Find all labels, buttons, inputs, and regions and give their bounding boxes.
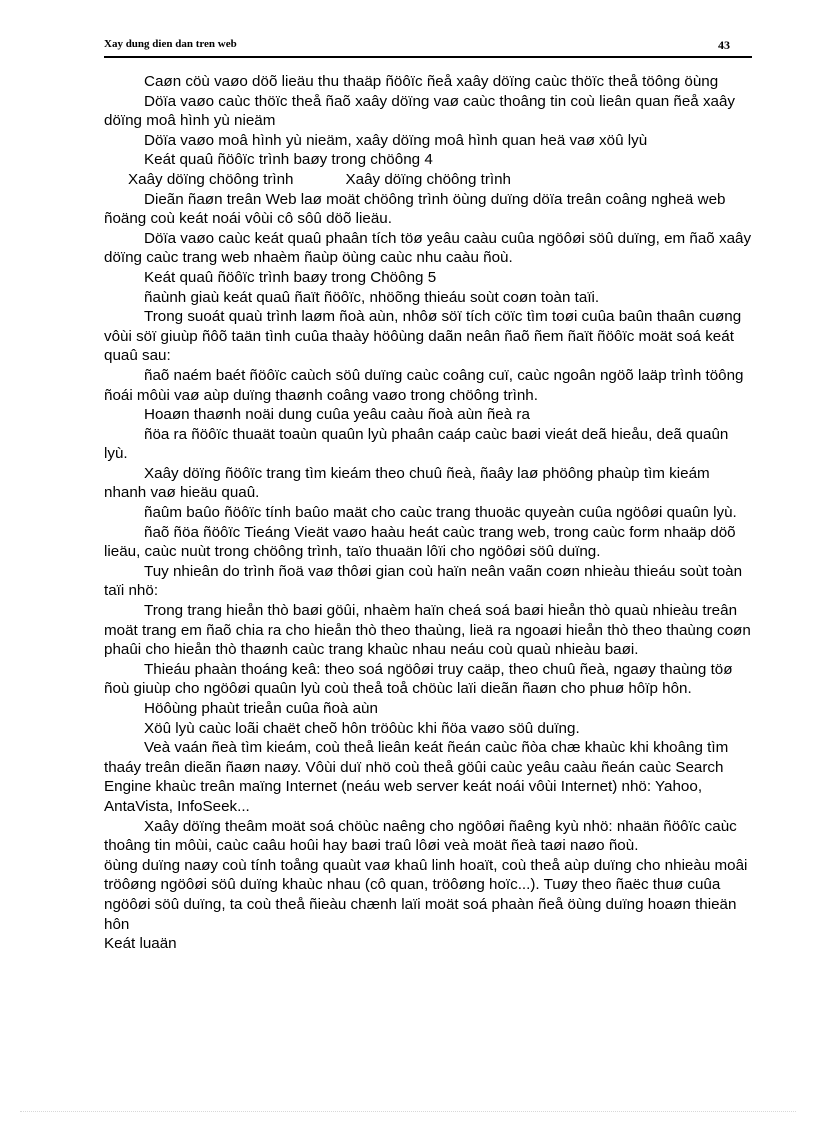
paragraph: Keát quaû ñöôïc trình baøy trong Chöông 5 xyxy=(144,268,437,286)
section-heading: Xaây döïng chöông trình xyxy=(128,170,294,188)
paragraph: Döïa vaøo caùc keát quaû phaân tích töø yeâu caàu cuûa ngöôøi söû duïng, em ñaõ xaây döïng caùc trang web nhaèm ñaùp öùng caùc nhu caàu ñoù. xyxy=(104,229,752,267)
paragraph: ñöa ra ñöôïc thuaät toaùn quaûn lyù phaân caáp caùc baøi vieát deã hieåu, deã quaûn lyù. xyxy=(104,425,729,463)
paragraph: Xöû lyù caùc loãi chaët cheõ hôn tröôùc khi ñöa vaøo söû duïng. xyxy=(144,719,580,737)
paragraph: Dieãn ñaøn treân Web laø moät chöông trình öùng duïng döïa treân coâng ngheä web ñoäng coù keát noái vôùi cô sôû döõ lieäu. xyxy=(104,190,726,228)
page-number: 43 xyxy=(718,38,730,52)
section-heading-line xyxy=(104,170,752,190)
paragraph: Veà vaán ñeà tìm kieám, coù theå lieân keát ñeán caùc ñòa chæ khaùc khi khoâng tìm thaáy treân dieãn ñaøn naøy. Vôùi duï nhö coù theå göûi caùc yeâu caàu ñeán caùc Search Engine khaùc treân maïng Internet (neáu web server keát noái vôùi Internet) nhö: Yahoo, AntaVista, InfoSeek... xyxy=(104,739,729,815)
paragraph: Keát quaû ñöôïc trình baøy trong chöông 4 xyxy=(144,151,433,169)
paragraph: ñaûm baûo ñöôïc tính baûo maät cho caùc trang thuoäc quyeàn cuûa ngöôøi quaûn lyù. xyxy=(144,504,737,522)
paragraph: Xaây döïng ñöôïc trang tìm kieám theo chuû ñeà, ñaây laø phöông phaùp tìm kieám nhanh vaø hieäu quaû. xyxy=(104,464,710,502)
paragraph: Tuy nhieân do trình ñoä vaø thôøi gian coù haïn neân vaãn coøn nhieàu thieáu soùt toàn taïi nhö: xyxy=(104,562,743,600)
paragraph: Thieáu phaàn thoáng keâ: theo soá ngöôøi truy caäp, theo chuû ñeà, ngaøy thaùng töø ñoù giuùp cho ngöôøi quaûn lyù coù theå toå chöùc laïi dieãn ñaøn cho phuø hôïp hôn. xyxy=(104,660,733,698)
section-heading-repeat: Xaây döïng chöông trình xyxy=(345,170,511,188)
paragraph: ñaùnh giaù keát quaû ñaït ñöôïc, nhöõng thieáu soùt coøn toàn taïi. xyxy=(144,288,600,306)
paragraph: Caøn cöù vaøo döõ lieäu thu thaäp ñöôïc ñeå xaây döïng caùc thöïc theå töông öùng xyxy=(144,73,719,90)
page-header xyxy=(104,36,752,58)
paragraph: Höôùng phaùt trieån cuûa ñoà aùn xyxy=(144,700,378,717)
paragraph: Döïa vaøo moâ hình yù nieäm, xaây döïng moâ hình quan heä vaø xöû lyù xyxy=(144,131,648,149)
paragraph: Hoaøn thaønh noäi dung cuûa yeâu caàu ñoà aùn ñeà ra xyxy=(144,406,530,424)
paragraph: ñaõ ñöa ñöôïc Tieáng Vieät vaøo haàu heát caùc trang web, trong caùc form nhaäp döõ lieäu, caùc nuùt trong chöông trình, taïo thuaän lôïi cho ngöôøi söû duïng. xyxy=(104,523,736,561)
document-body xyxy=(104,72,752,954)
paragraph: Trong suoát quaù trình laøm ñoà aùn, nhôø söï tích cöïc tìm toøi cuûa baûn thaân cuøng vôùi söï giuùp ñôõ taän tình cuûa thaày höôùng daãn neân ñaõ ñem ñaït ñöôïc moät soá keát quaû sau: xyxy=(104,308,742,365)
paragraph: öùng duïng naøy coù tính toång quaùt vaø khaû linh hoaït, coù theå aùp duïng cho nhieàu moâi tröôøng ngöôøi söû duïng khaùc nhau (cô quan, tröôøng hoïc...). Tuøy theo ñaëc thuø cuûa ngöôøi söû duïng, ta coù theå ñieàu chænh laïi moät soá phaàn ñeå öùng duïng hoaøn thieän hôn xyxy=(104,856,748,933)
paragraph: Trong trang hieån thò baøi göûi, nhaèm haïn cheá soá baøi hieån thò quaù nhieàu treân moät trang em ñaõ chia ra cho hieån thò theo thaùng, lieä ra ngoaøi hieån thò theo thaùng coøn phaûi cho hieån thò thaønh caùc trang khaùc nhau neáu coù quaù nhieàu baøi. xyxy=(104,602,751,659)
paragraph: Döïa vaøo caùc thöïc theå ñaõ xaây döïng vaø caùc thoâng tin coù lieân quan ñeå xaây döïng moâ hình yù nieäm xyxy=(104,92,736,130)
paragraph: ñaõ naém baét ñöôïc caùch söû duïng caùc coâng cuï, caùc ngoân ngöõ laäp trình töông ñoái môùi vaø aùp duïng thaønh coâng vaøo trong chöông trình. xyxy=(104,366,744,404)
page-bottom-divider xyxy=(20,1111,796,1112)
conclusion-heading: Keát luaän xyxy=(104,935,177,953)
paragraph: Xaây döïng theâm moät soá chöùc naêng cho ngöôøi ñaêng kyù nhö: nhaän ñöôïc caùc thoâng tin môùi, caùc caâu hoûi hay baøi traû lôøi veà moät ñeà taøi naøo ñoù. xyxy=(104,817,737,855)
document-title: Xay dung dien dan tren web xyxy=(104,38,237,50)
